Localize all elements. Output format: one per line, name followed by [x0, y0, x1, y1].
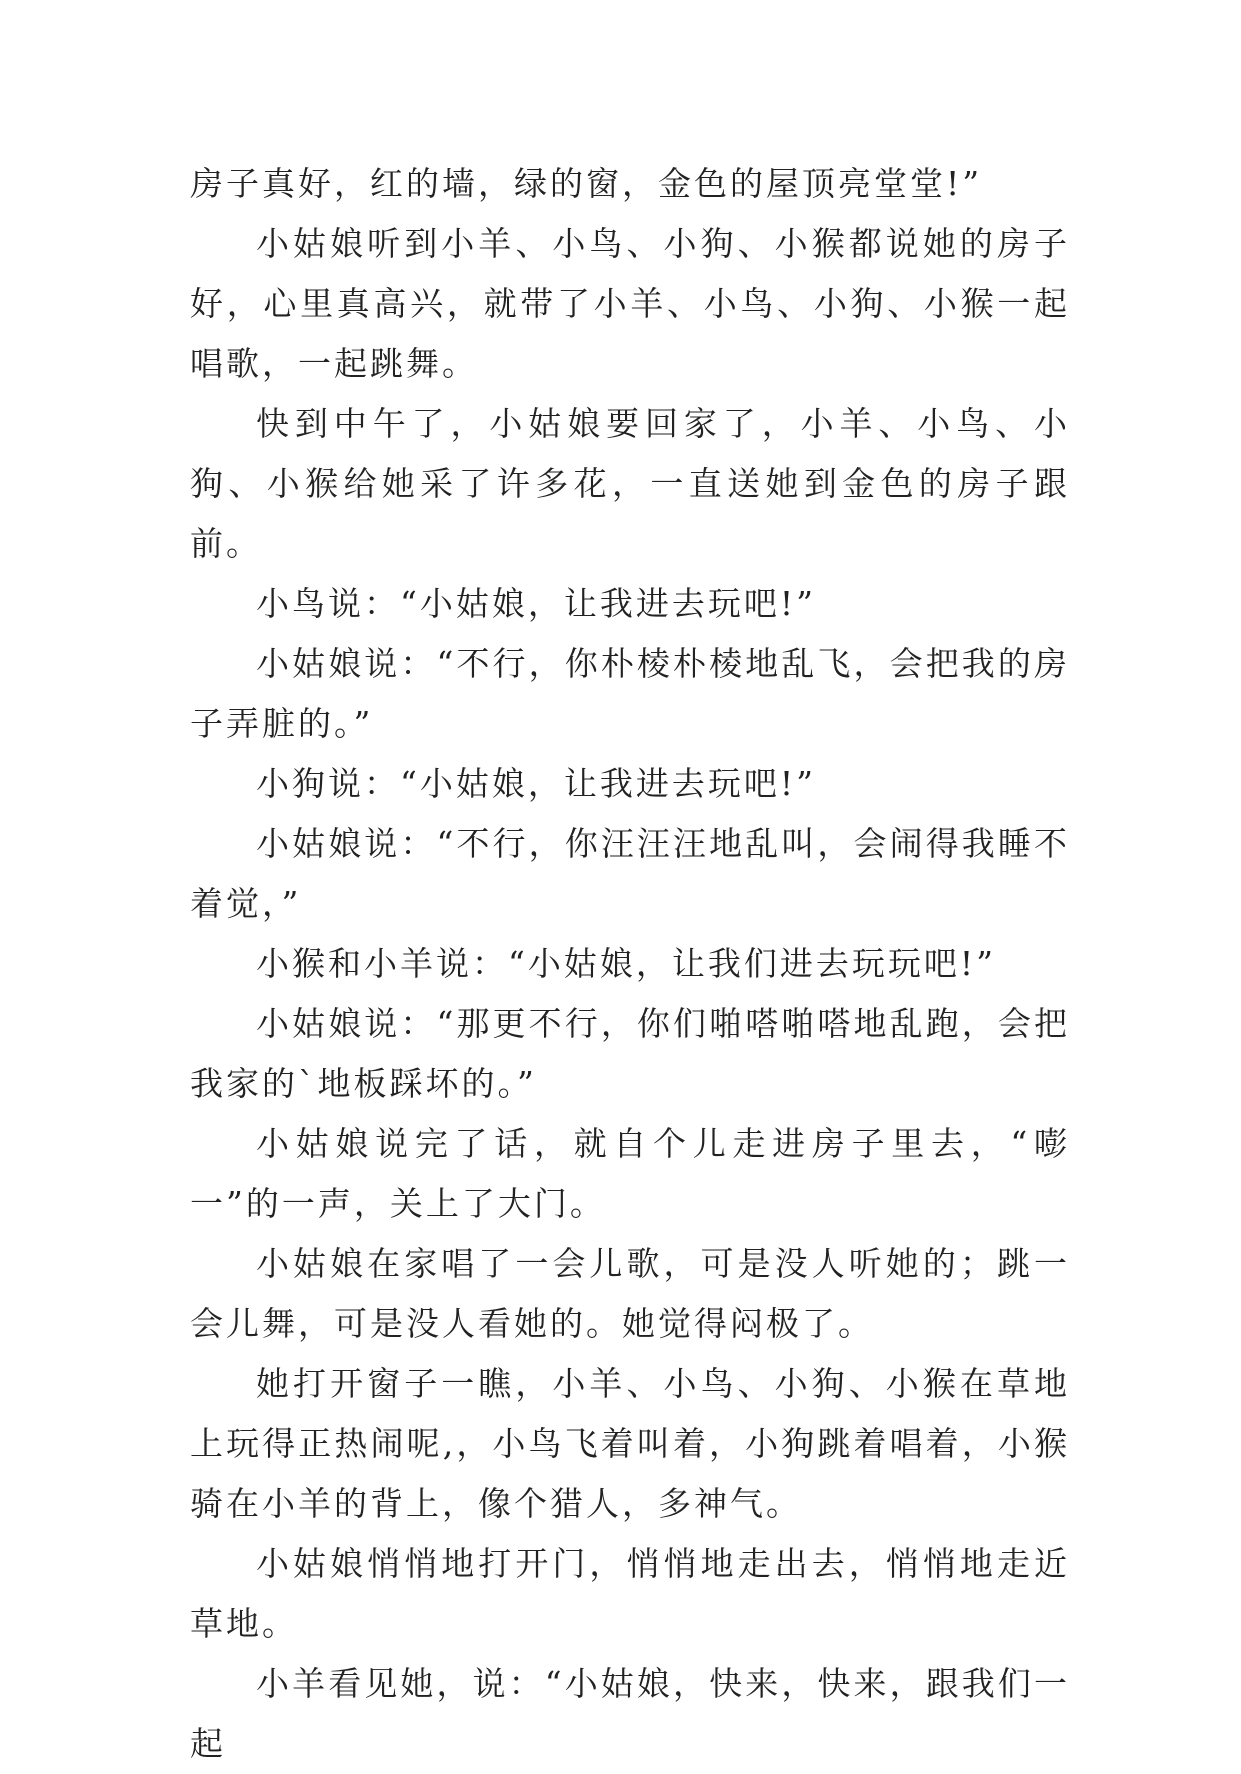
- paragraph: 小姑娘在家唱了一会儿歌，可是没人听她的；跳一会儿舞，可是没人看她的。她觉得闷极了。: [190, 1244, 1070, 1343]
- paragraph: 小鸟说：“小姑娘，让我进去玩吧!”: [256, 584, 817, 623]
- paragraph: 小姑娘说：“那更不行，你们啪嗒啪嗒地乱跑，会把我家的`地板踩坏的。”: [190, 1004, 1070, 1103]
- paragraph: 小狗说：“小姑娘，让我进去玩吧!”: [256, 764, 817, 803]
- paragraph: 小姑娘说完了话，就自个儿走进房子里去，“嘭一”的一声，关上了大门。: [190, 1124, 1070, 1223]
- paragraph: 快到中午了，小姑娘要回家了，小羊、小鸟、小狗、小猴给她采了许多花，一直送她到金色的房子跟前。: [190, 404, 1070, 563]
- paragraph: 小姑娘悄悄地打开门，悄悄地走出去，悄悄地走近草地。: [190, 1544, 1070, 1643]
- paragraph: 小姑娘说：“不行，你汪汪汪地乱叫，会闹得我睡不着觉，”: [190, 824, 1070, 923]
- paragraph: 小姑娘听到小羊、小鸟、小狗、小猴都说她的房子好，心里真高兴，就带了小羊、小鸟、小狗、小猴一起唱歌，一起跳舞。: [190, 224, 1070, 383]
- paragraph: 小猴和小羊说：“小姑娘，让我们进去玩玩吧!”: [256, 944, 997, 983]
- paragraph: 房子真好，红的墙，绿的窗，金色的屋顶亮堂堂!”: [190, 164, 983, 203]
- paragraph: 她打开窗子一瞧，小羊、小鸟、小狗、小猴在草地上玩得正热闹呢,，小鸟飞着叫着，小狗跳着唱着，小猴骑在小羊的背上，像个猎人，多神气。: [190, 1364, 1070, 1523]
- paragraph: 小姑娘说：“不行，你朴棱朴棱地乱飞，会把我的房子弄脏的。”: [190, 644, 1070, 743]
- story-text: [190, 154, 1070, 1774]
- paragraph: 小羊看见她，说：“小姑娘，快来，快来，跟我们一起: [190, 1664, 1070, 1763]
